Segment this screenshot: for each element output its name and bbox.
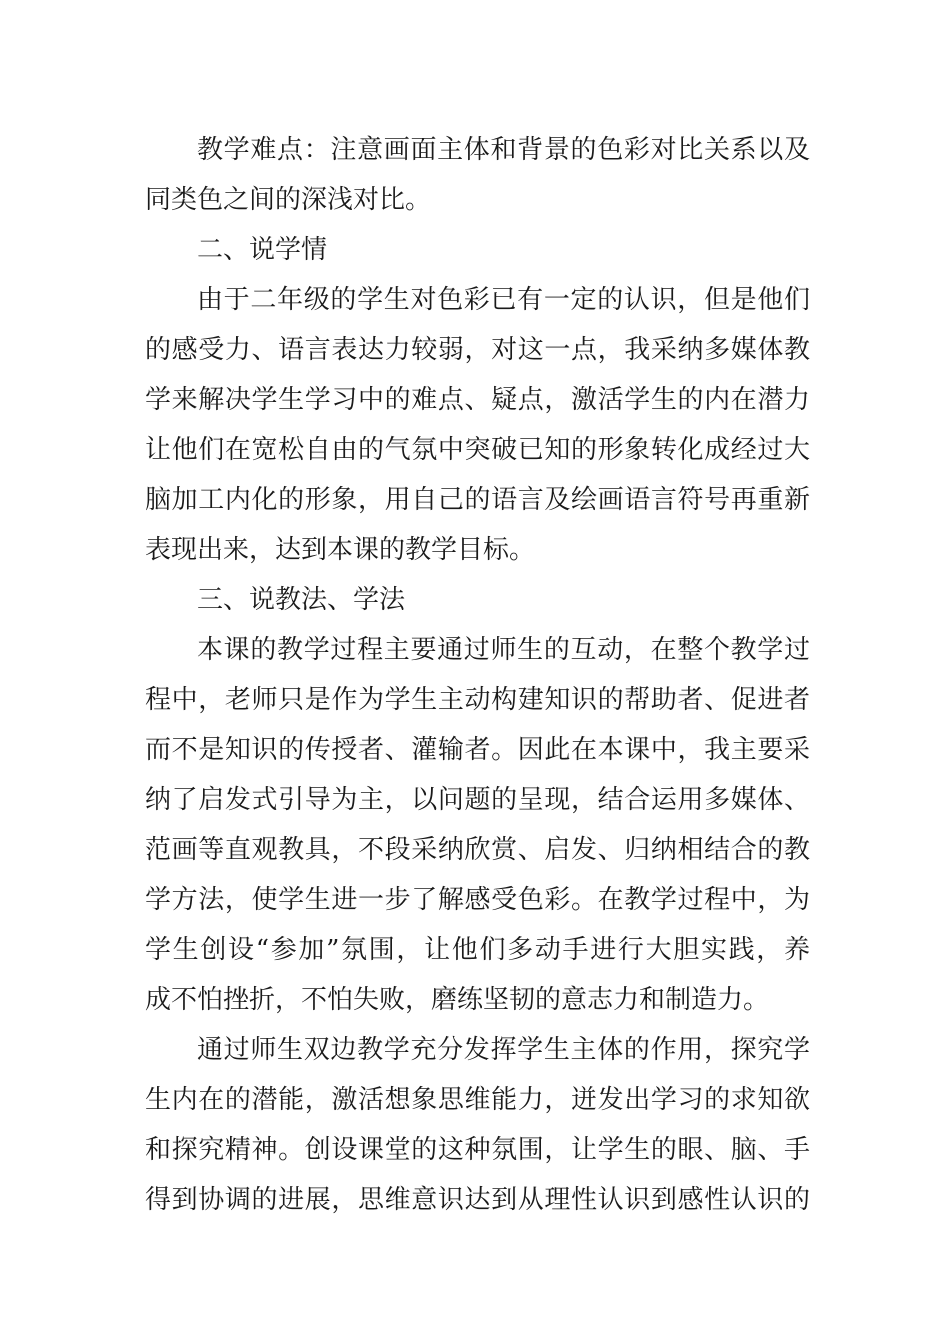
- text-line: 通过师生双边教学充分发挥学生主体的作用，探究学: [197, 1035, 810, 1065]
- text-line: 学生创设“参加”氛围，让他们多动手进行大胆实践，养: [145, 935, 810, 965]
- text-line: 范画等直观教具，不段采纳欣赏、启发、归纳相结合的教: [145, 835, 810, 865]
- text-line: 得到协调的进展，思维意识达到从理性认识到感性认识的: [145, 1185, 810, 1215]
- text-line: 由于二年级的学生对色彩已有一定的认识，但是他们: [197, 285, 810, 315]
- text-line: 学来解决学生学习中的难点、疑点，激活学生的内在潜力: [145, 385, 810, 415]
- text-line: 而不是知识的传授者、灌输者。因此在本课中，我主要采: [145, 735, 810, 765]
- text-line: 同类色之间的深浅对比。: [145, 185, 432, 215]
- text-line: 让他们在宽松自由的气氛中突破已知的形象转化成经过大: [145, 435, 810, 465]
- text-line: 和探究精神。创设课堂的这种氛围，让学生的眼、脑、手: [145, 1135, 810, 1165]
- section-heading: 二、说学情: [197, 235, 328, 265]
- text-line: 脑加工内化的形象，用自己的语言及绘画语言符号再重新: [145, 485, 810, 515]
- text-line: 教学难点：注意画面主体和背景的色彩对比关系以及: [197, 135, 810, 165]
- text-line: 生内在的潜能，激活想象思维能力，迸发出学习的求知欲: [145, 1085, 810, 1115]
- text-line: 纳了启发式引导为主，以问题的呈现，结合运用多媒体、: [145, 785, 810, 815]
- text-line: 表现出来，达到本课的教学目标。: [145, 535, 536, 565]
- text-line: 本课的教学过程主要通过师生的互动，在整个教学过: [197, 635, 810, 665]
- text-line: 学方法，使学生进一步了解感受色彩。在教学过程中，为: [145, 885, 810, 915]
- text-line: 的感受力、语言表达力较弱，对这一点，我采纳多媒体教: [145, 335, 810, 365]
- text-line: 程中，老师只是作为学生主动构建知识的帮助者、促进者: [145, 685, 810, 715]
- text-line: 成不怕挫折，不怕失败，磨练坚韧的意志力和制造力。: [145, 985, 770, 1015]
- section-heading: 三、说教法、学法: [197, 585, 406, 615]
